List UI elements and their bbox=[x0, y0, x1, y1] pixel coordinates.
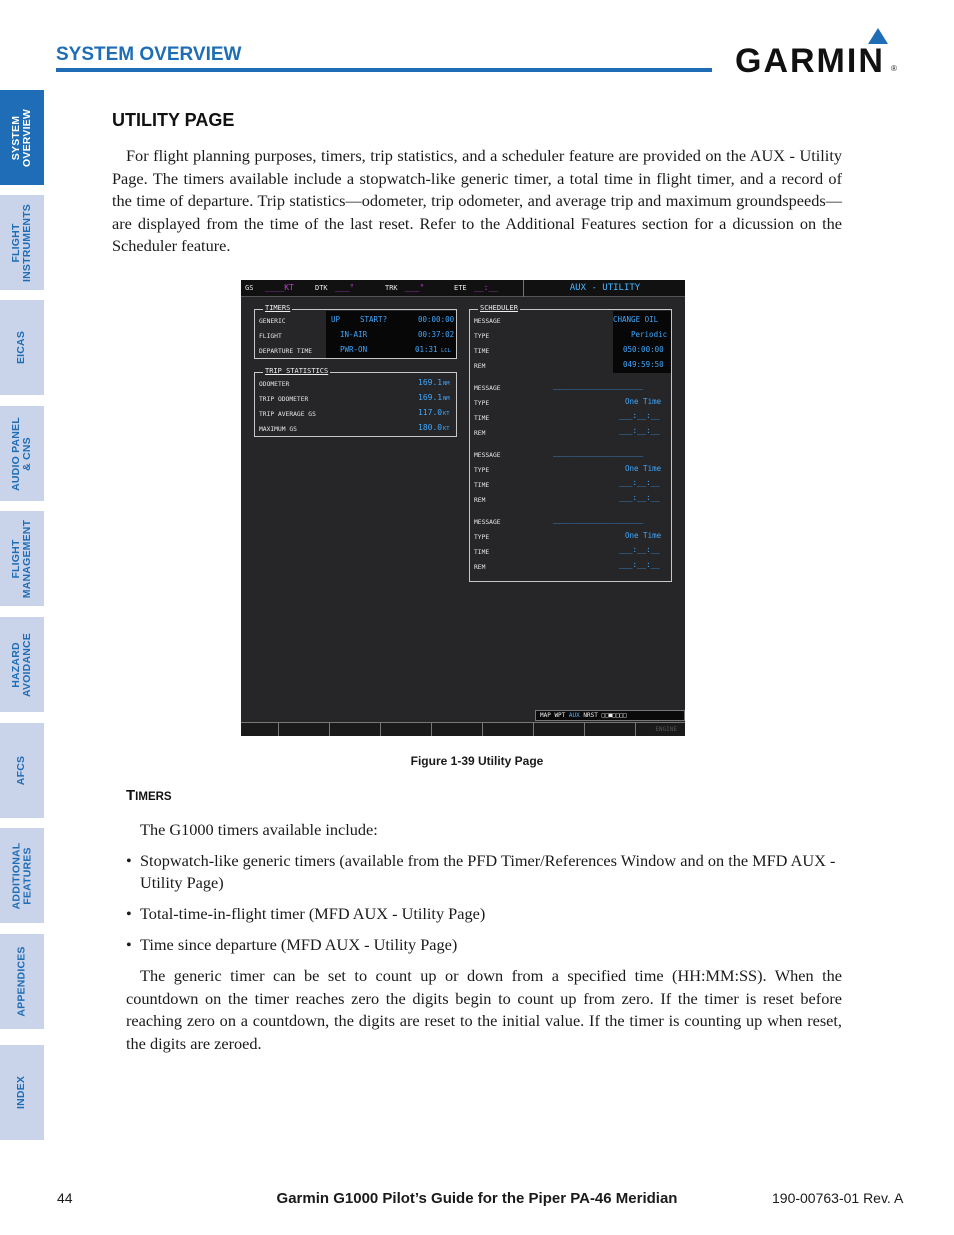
header-rule bbox=[56, 68, 712, 72]
bullet-item bbox=[126, 850, 842, 894]
timers-title: TIMERS bbox=[265, 304, 291, 312]
timer-generic-mode[interactable]: UP bbox=[331, 315, 341, 324]
tab-system-overview[interactable] bbox=[0, 90, 44, 185]
ete-value: __:__ bbox=[474, 283, 499, 292]
timers-subheading-initial: T bbox=[126, 787, 136, 804]
tab-flight-management[interactable] bbox=[0, 511, 44, 606]
timer-generic-start[interactable]: START? bbox=[360, 315, 388, 324]
softkey-divider bbox=[533, 723, 534, 736]
timer-departure-mode[interactable]: PWR-ON bbox=[340, 345, 368, 354]
trip-statistics-box bbox=[254, 367, 457, 437]
softkey-divider bbox=[635, 723, 636, 736]
gs-label: GS bbox=[245, 284, 254, 292]
scheduler-time-label: TIME bbox=[474, 415, 490, 422]
engine-softkey[interactable]: ENGINE bbox=[655, 726, 677, 733]
closing-paragraph: The generic timer can be set to count up or down from a specified time (HH:MM:SS). When the countdown on the timer reaches zero the digits begin to count up from zero. If the timer is reset before reaching zero on a countdown, the digits are reset to the initial value. If the timer is counting up when reset, the digits are zeroed. bbox=[126, 966, 842, 1053]
bullet-dot: • bbox=[126, 851, 132, 870]
gs-value: ____KT bbox=[265, 283, 294, 292]
tab-hazard-avoidance[interactable] bbox=[0, 617, 44, 712]
odometer-unit: NM bbox=[443, 381, 450, 387]
mfd-page-title: AUX - UTILITY bbox=[569, 283, 641, 293]
page-dots: □□■□□□□ bbox=[601, 712, 627, 719]
timers-subheading-rest: IMERS bbox=[135, 791, 172, 803]
timers-box bbox=[254, 304, 457, 359]
scheduler-3-rem: ___:__:__ bbox=[619, 493, 660, 502]
garmin-logo: GARMIN bbox=[735, 42, 885, 80]
tab-label: FLIGHT INSTRUMENTS bbox=[10, 203, 34, 282]
max-gs-value: 180.0 bbox=[418, 423, 443, 432]
tab-label: EICAS bbox=[15, 330, 28, 365]
scheduler-type-label: TYPE bbox=[474, 400, 490, 407]
bullet-item bbox=[126, 934, 842, 956]
softkey-divider bbox=[380, 723, 381, 736]
odometer-value: 169.1 bbox=[418, 378, 443, 387]
scheduler-1-message[interactable]: CHANGE OIL bbox=[613, 315, 659, 324]
bullet-text: Time since departure (MFD AUX - Utility Page) bbox=[140, 935, 458, 954]
scheduler-message-label: MESSAGE bbox=[474, 452, 501, 459]
trk-value: ___° bbox=[405, 283, 425, 292]
softkey-divider bbox=[431, 723, 432, 736]
scheduler-4-message[interactable]: ____________________ bbox=[553, 515, 644, 524]
scheduler-2-type[interactable]: One Time bbox=[625, 397, 662, 406]
softkey-divider bbox=[329, 723, 330, 736]
doc-number: 190-00763-01 Rev. A bbox=[772, 1190, 904, 1206]
page-heading: UTILITY PAGE bbox=[112, 110, 235, 130]
scheduler-time-label: TIME bbox=[474, 482, 490, 489]
tab-label: FLIGHT MANAGEMENT bbox=[10, 519, 34, 598]
max-gs-label: MAXIMUM GS bbox=[259, 426, 297, 433]
timer-generic-value[interactable]: 00:00:00 bbox=[418, 315, 455, 324]
timer-generic-label: GENERIC bbox=[259, 318, 286, 325]
tab-audio-panel-cns[interactable] bbox=[0, 406, 44, 501]
timer-departure-value: 01:31 bbox=[415, 345, 438, 354]
section-title: SYSTEM OVERVIEW bbox=[56, 44, 242, 65]
scheduler-1-rem: 049:59:50 bbox=[623, 360, 664, 369]
tab-label: INDEX bbox=[15, 1075, 28, 1110]
page-group-indicator bbox=[535, 710, 685, 721]
scheduler-3-message[interactable]: ____________________ bbox=[553, 448, 644, 457]
page-number: 44 bbox=[57, 1190, 73, 1206]
tab-appendices[interactable] bbox=[0, 934, 44, 1029]
figure-caption: Figure 1-39 Utility Page bbox=[410, 754, 544, 768]
timer-departure-label: DEPARTURE TIME bbox=[259, 348, 313, 355]
scheduler-rem-label: REM bbox=[474, 564, 486, 571]
scheduler-4-type[interactable]: One Time bbox=[625, 531, 662, 540]
softkey-bar bbox=[241, 722, 685, 736]
bullet-dot: • bbox=[126, 904, 132, 923]
timer-flight-label: FLIGHT bbox=[259, 333, 282, 340]
scheduler-message-label: MESSAGE bbox=[474, 318, 501, 325]
mfd-utility-screenshot bbox=[241, 280, 685, 736]
trip-avg-gs-label: TRIP AVERAGE GS bbox=[259, 411, 316, 418]
scheduler-message-label: MESSAGE bbox=[474, 385, 501, 392]
timer-flight-value: 00:37:02 bbox=[418, 330, 455, 339]
trk-label: TRK bbox=[385, 284, 398, 292]
tab-label: ADDITIONAL FEATURES bbox=[10, 842, 33, 909]
trip-odometer-value: 169.1 bbox=[418, 393, 443, 402]
odometer-label: ODOMETER bbox=[259, 381, 290, 388]
scheduler-2-time[interactable]: ___:__:__ bbox=[619, 411, 660, 420]
page-title-box bbox=[523, 280, 685, 297]
scheduler-time-label: TIME bbox=[474, 549, 490, 556]
registered-mark: ® bbox=[891, 64, 897, 73]
timers-subheading bbox=[126, 787, 172, 805]
page-group-prefix: MAP WPT bbox=[540, 712, 566, 719]
trip-avg-gs-unit: KT bbox=[443, 411, 450, 417]
trip-avg-gs-value: 117.0 bbox=[418, 408, 443, 417]
scheduler-rem-label: REM bbox=[474, 430, 486, 437]
max-gs-unit: KT bbox=[443, 426, 450, 432]
scheduler-4-rem: ___:__:__ bbox=[619, 560, 660, 569]
scheduler-title: SCHEDULER bbox=[480, 304, 518, 312]
scheduler-time-label: TIME bbox=[474, 348, 490, 355]
tab-label: AFCS bbox=[15, 755, 28, 786]
timer-departure-unit: LCL bbox=[441, 348, 451, 354]
scheduler-3-time[interactable]: ___:__:__ bbox=[619, 478, 660, 487]
scheduler-1-type[interactable]: Periodic bbox=[631, 330, 668, 339]
scheduler-1-time[interactable]: 050:00:00 bbox=[623, 345, 664, 354]
scheduler-type-label: TYPE bbox=[474, 534, 490, 541]
timers-intro: The G1000 timers available include: bbox=[140, 820, 378, 839]
ete-label: ETE bbox=[454, 284, 467, 292]
scheduler-3-type[interactable]: One Time bbox=[625, 464, 662, 473]
trip-odometer-unit: NM bbox=[443, 396, 450, 402]
footer-title: Garmin G1000 Pilot’s Guide for the Piper PA-46 Meridian bbox=[276, 1190, 678, 1207]
scheduler-2-message[interactable]: ____________________ bbox=[553, 381, 644, 390]
page-group-suffix: NRST bbox=[583, 712, 598, 719]
tab-afcs[interactable] bbox=[0, 723, 44, 818]
tab-label: SYSTEM OVERVIEW bbox=[10, 108, 34, 167]
scheduler-rem-label: REM bbox=[474, 497, 486, 504]
timer-flight-mode[interactable]: IN-AIR bbox=[340, 330, 368, 339]
scheduler-message-label: MESSAGE bbox=[474, 519, 501, 526]
scheduler-box bbox=[469, 304, 672, 582]
tab-label: AUDIO PANEL & CNS bbox=[10, 416, 34, 491]
trip-statistics-title: TRIP STATISTICS bbox=[265, 367, 329, 375]
tab-flight-instruments[interactable] bbox=[0, 195, 44, 290]
tab-additional-features[interactable] bbox=[0, 828, 44, 923]
softkey-divider bbox=[584, 723, 585, 736]
bullet-item bbox=[126, 903, 842, 925]
trip-odometer-label: TRIP ODOMETER bbox=[259, 396, 309, 403]
scheduler-4-time[interactable]: ___:__:__ bbox=[619, 545, 660, 554]
bullet-text: Stopwatch-like generic timers (available from the PFD Timer/References Window and on the MFD AUX - Utility Page) bbox=[140, 851, 836, 892]
scheduler-2-rem: ___:__:__ bbox=[619, 426, 660, 435]
scheduler-rem-label: REM bbox=[474, 363, 486, 370]
tab-index[interactable] bbox=[0, 1045, 44, 1140]
scheduler-type-label: TYPE bbox=[474, 333, 490, 340]
tab-label: HAZARD AVOIDANCE bbox=[10, 632, 33, 697]
dtk-value: ___° bbox=[335, 283, 355, 292]
softkey-divider bbox=[278, 723, 279, 736]
intro-paragraph: For flight planning purposes, timers, trip statistics, and a scheduler feature are provided on the AUX - Utility Page. The timers available include a stopwatch-like generic timer, a total time in flight timer, and a record of the time of departure. Trip statistics—odometer, trip odometer, and average trip and maximum groundspeeds—are displayed from the time of the last reset. Refer to the Additional Features section for a dicussion on the Scheduler feature. bbox=[112, 146, 842, 255]
tab-label: APPENDICES bbox=[15, 946, 28, 1017]
tab-eicas[interactable] bbox=[0, 300, 44, 395]
mfd-top-bar bbox=[241, 280, 685, 297]
bullet-dot: • bbox=[126, 935, 132, 954]
softkey-divider bbox=[482, 723, 483, 736]
scheduler-type-label: TYPE bbox=[474, 467, 490, 474]
page-group-current: AUX bbox=[568, 712, 580, 719]
dtk-label: DTK bbox=[315, 284, 328, 292]
bullet-text: Total-time-in-flight timer (MFD AUX - Utility Page) bbox=[140, 904, 486, 923]
